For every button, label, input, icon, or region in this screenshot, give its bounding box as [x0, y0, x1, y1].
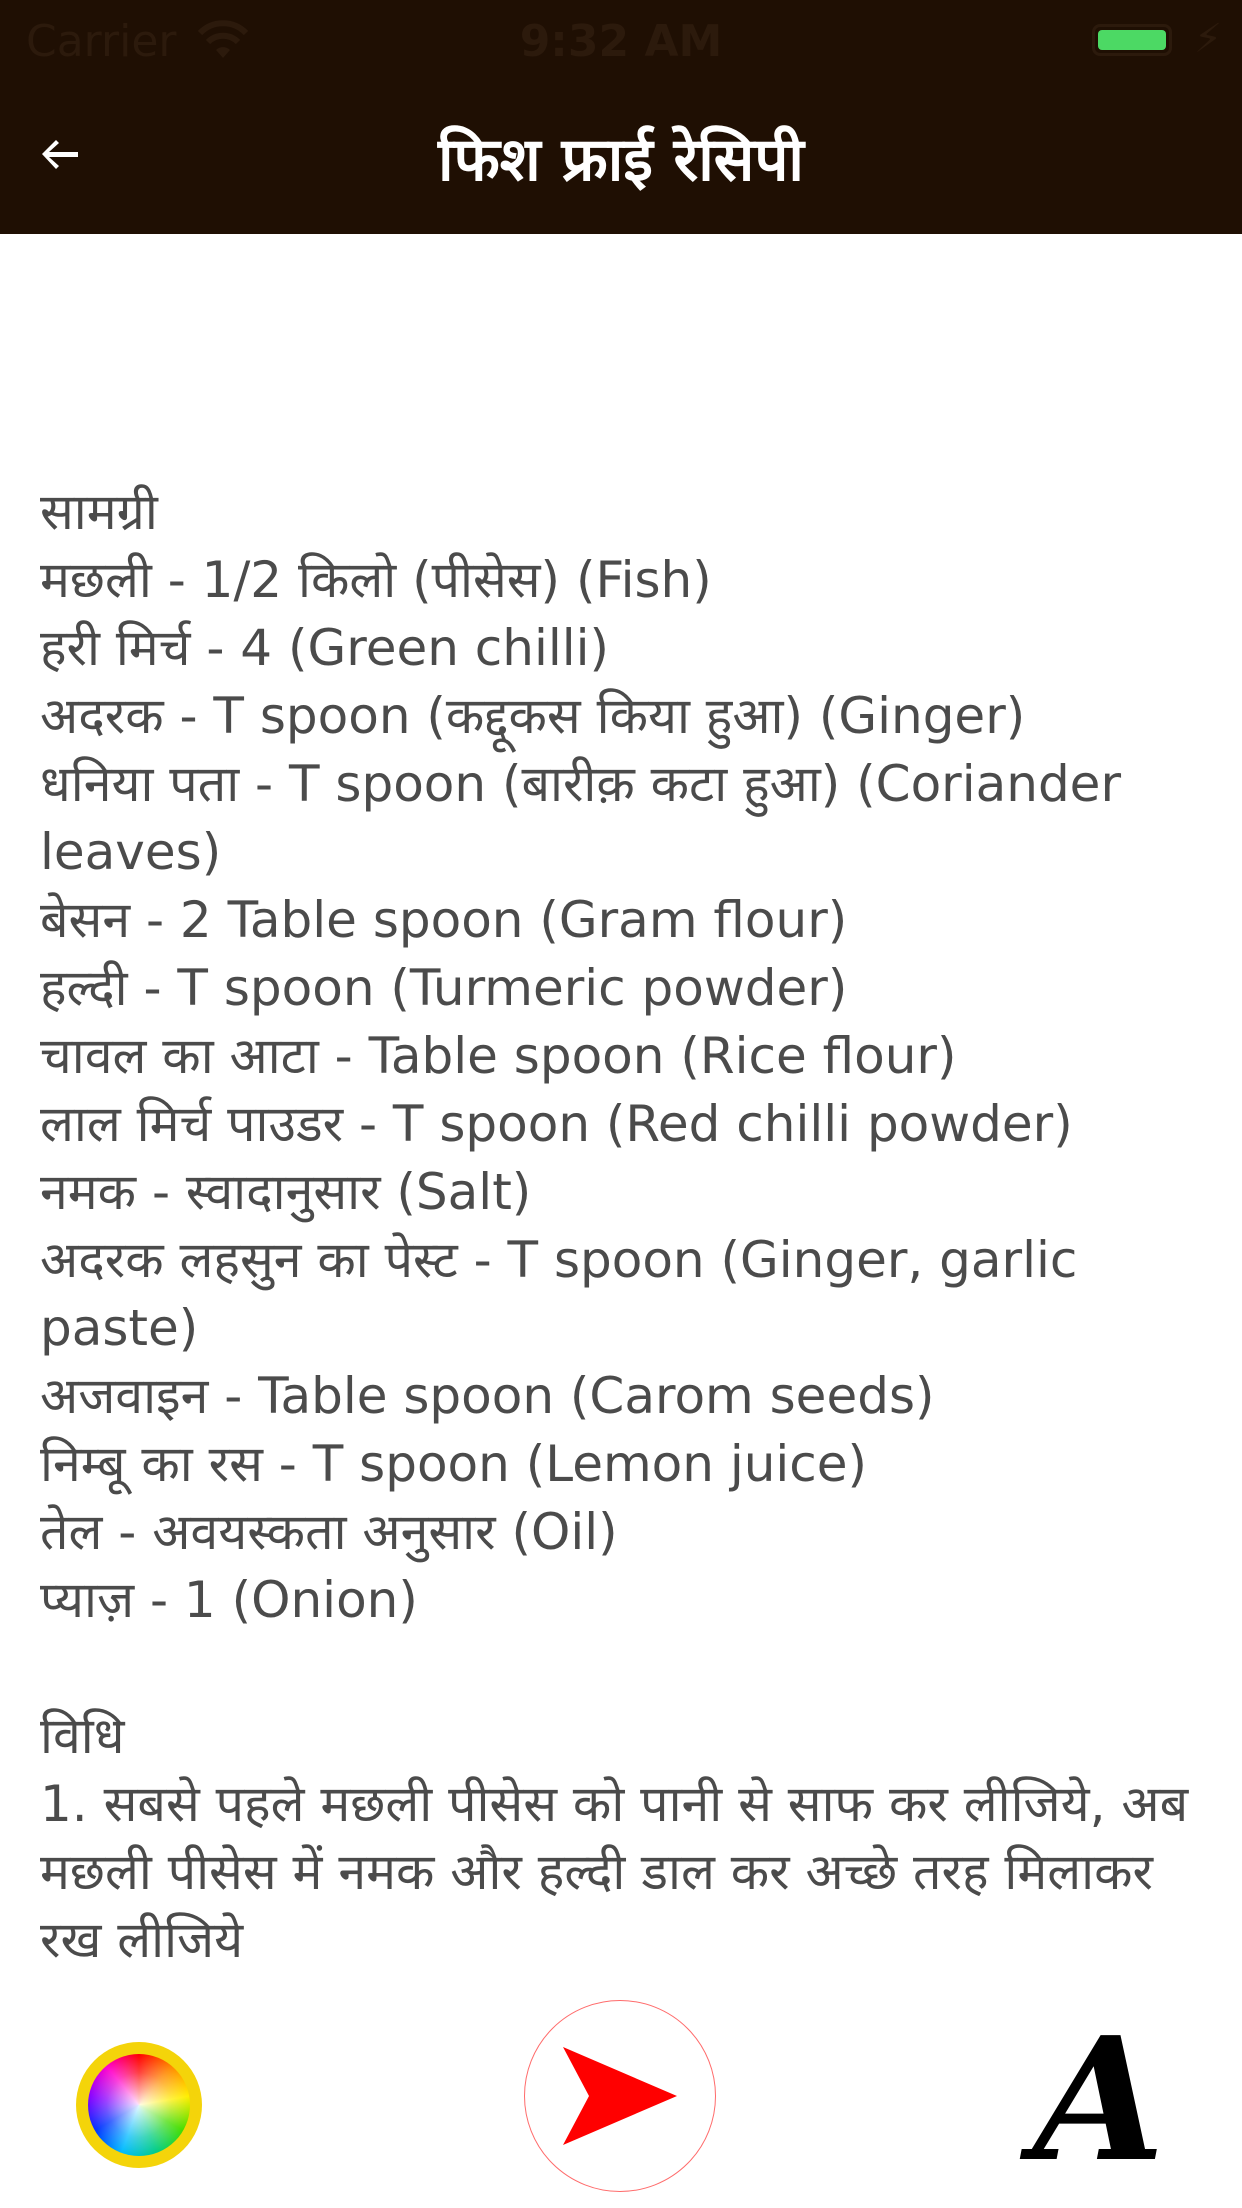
ingredient-item: हरी मिर्च - 4 (Green chilli): [40, 619, 610, 677]
ingredients-heading: सामग्री: [40, 483, 158, 541]
charging-icon: ⚡: [1194, 16, 1223, 62]
ingredient-item: तेल - अवयस्कता अनुसार (Oil): [40, 1503, 618, 1561]
ingredient-item: निम्बू का रस - T spoon (Lemon juice): [40, 1435, 868, 1493]
method-step: 1. सबसे पहले मछली पीसेस को पानी से साफ कर लीजिये, अब मछली पीसेस में नमक और हल्दी डाल कर अच्छे तरह मिलाकर रख लीजिये: [40, 1775, 1189, 1969]
ingredient-item: नमक - स्वादानुसार (Salt): [40, 1163, 532, 1221]
status-time: 9:32 AM: [519, 16, 723, 67]
ingredient-item: चावल का आटा - Table spoon (Rice flour): [40, 1027, 957, 1085]
ingredient-item: अदरक लहसुन का पेस्ट - T spoon (Ginger, garlic paste): [40, 1231, 1078, 1357]
font-size-icon[interactable]: A: [1033, 2000, 1165, 2200]
color-wheel-icon[interactable]: [76, 2042, 202, 2168]
ingredient-item: मछली - 1/2 किलो (पीसेस) (Fish): [40, 551, 712, 609]
back-button[interactable]: [30, 124, 90, 184]
nav-bar: [0, 84, 1242, 234]
ingredient-item: धनिया पता - T spoon (बारीक़ कटा हुआ) (Coriander leaves): [40, 755, 1121, 881]
send-arrow-icon: [561, 2045, 679, 2147]
status-bar: [0, 0, 1242, 84]
battery-icon: [1092, 24, 1172, 56]
ingredient-item: हल्दी - T spoon (Turmeric powder): [40, 959, 848, 1017]
page-title: फिश फ्राई रेसिपी: [438, 125, 804, 195]
send-button[interactable]: [524, 2000, 716, 2192]
top-bar: [0, 0, 1242, 234]
ingredient-item: बेसन - 2 Table spoon (Gram flour): [40, 891, 848, 949]
ingredient-item: अदरक - T spoon (कद्दूकस किया हुआ) (Ginger): [40, 687, 1026, 745]
ingredient-item: लाल मिर्च पाउडर - T spoon (Red chilli powder): [40, 1095, 1073, 1153]
method-heading: विधि: [40, 1707, 125, 1765]
ingredient-item: अजवाइन - Table spoon (Carom seeds): [40, 1367, 935, 1425]
recipe-content[interactable]: [40, 234, 1210, 1990]
bottom-toolbar: [0, 1990, 1242, 2208]
arrow-left-icon: [40, 137, 80, 171]
carrier-label: Carrier: [26, 16, 177, 67]
ingredient-item: प्याज़ - 1 (Onion): [40, 1571, 418, 1629]
